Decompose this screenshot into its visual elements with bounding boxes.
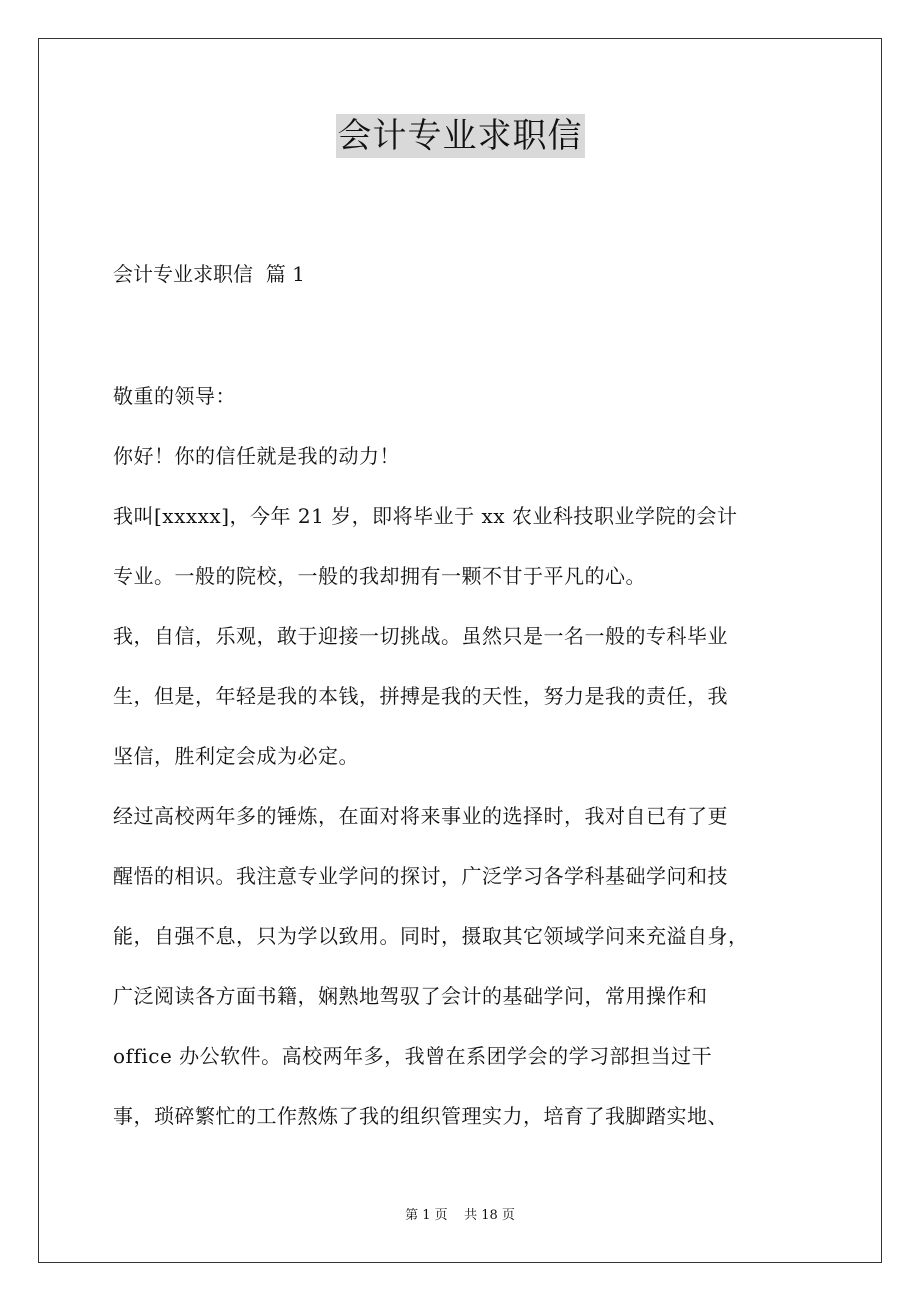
paragraph-line: 生，但是，年轻是我的本钱，拼搏是我的天性，努力是我的责任，我 [113, 684, 728, 708]
section-heading: 会计专业求职信 篇 1 [113, 262, 305, 286]
paragraph-line: 醒悟的相识。我注意专业学问的探讨，广泛学习各学科基础学问和技 [113, 864, 728, 888]
paragraph-line: 事，琐碎繁忙的工作熬炼了我的组织管理实力，培育了我脚踏实地、 [113, 1104, 728, 1128]
greeting-line: 你好！你的信任就是我的动力！ [113, 444, 400, 468]
paragraph-line: 我叫[xxxxx]，今年 21 岁，即将毕业于 xx 农业科技职业学院的会计 [113, 504, 738, 528]
paragraph-line: 专业。一般的院校，一般的我却拥有一颗不甘于平凡的心。 [113, 564, 646, 588]
paragraph-line: 坚信，胜利定会成为必定。 [113, 744, 359, 768]
paragraph-line: 广泛阅读各方面书籍，娴熟地驾驭了会计的基础学问，常用操作和 [113, 984, 708, 1008]
letter-body [113, 380, 833, 1160]
paragraph-line: 能，自强不息，只为学以致用。同时，摄取其它领域学问来充溢自身， [113, 924, 749, 948]
page-footer: 第 1 页 共 18 页 [405, 1208, 515, 1223]
document-title: 会计专业求职信 [337, 116, 583, 156]
salutation: 敬重的领导： [113, 384, 236, 408]
document-title-container [0, 114, 920, 158]
paragraph-line: 经过高校两年多的锤炼，在面对将来事业的选择时，我对自已有了更 [113, 804, 728, 828]
paragraph-line: office 办公软件。高校两年多，我曾在系团学会的学习部担当过干 [113, 1044, 713, 1068]
paragraph-line: 我，自信，乐观，敢于迎接一切挑战。虽然只是一名一般的专科毕业 [113, 624, 728, 648]
